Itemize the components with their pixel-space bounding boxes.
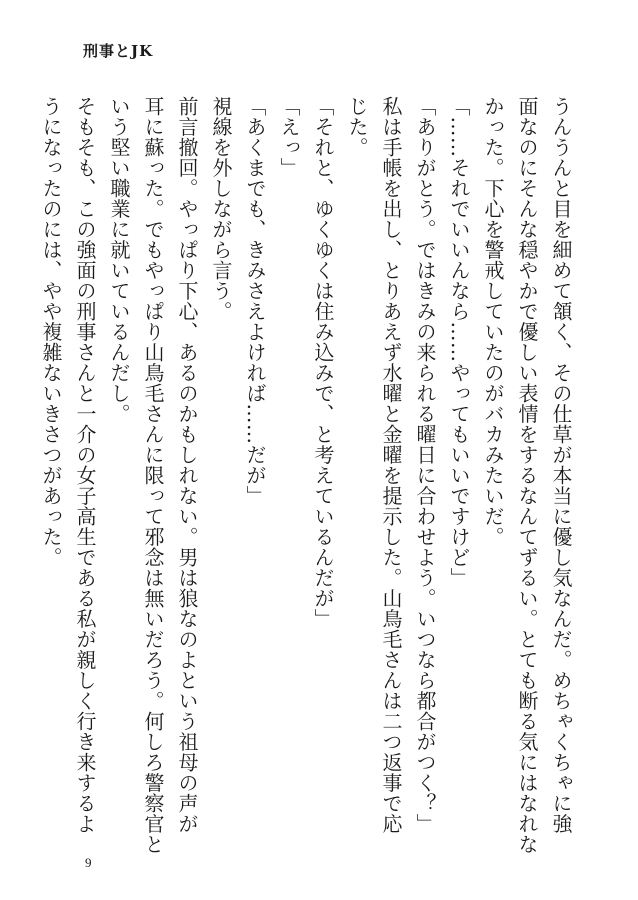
text-line: 私は手帳を出し、とりあえず水曜と金曜を提示した。山鳥毛さんは二つ返事で応	[379, 96, 403, 834]
text-line: 「……それでいいんなら……やってもいいですけど」	[447, 96, 471, 588]
body-text	[34, 96, 578, 855]
text-line: じた。	[345, 96, 369, 158]
text-line: 前言撤回。やっぱり下心、あるのかもしれない。男は狼なのよという祖母の声が	[175, 96, 199, 834]
text-line: 「えっ」	[277, 96, 301, 178]
text-line: うになったのには、やや複雑ないきさつがあった。	[39, 96, 63, 568]
text-line: うんうんと目を細めて頷く、その仕草が本当に優し気なんだ。めちゃくちゃに強	[549, 96, 573, 834]
text-line: 「ありがとう。ではきみの来られる曜日に合わせよう。いつなら都合がつく？」	[413, 96, 437, 834]
text-line: かった。下心を警戒していたのがバカみたいだ。	[481, 96, 505, 547]
text-line: 「あくまでも、きみさえよければ……だが」	[243, 96, 267, 506]
running-header-title: 刑事とJK	[83, 42, 154, 60]
text-line: いう堅い職業に就いているんだし。	[107, 96, 131, 424]
text-line: 耳に蘇った。でもやっぱり山鳥毛さんに限って邪念は無いだろう。何しろ警察官と	[141, 96, 165, 855]
text-line: そもそも、この強面の刑事さんと一介の女子高生である私が親しく行き来するよ	[73, 96, 97, 834]
text-line: 視線を外しながら言う。	[209, 96, 233, 322]
page-number: 9	[85, 855, 92, 870]
text-line: 面なのにそんな穏やかで優しい表情をするなんてずるい。とても断る気にはなれな	[515, 96, 539, 855]
text-line: 「それと、ゆくゆくは住み込みで、と考えているんだが」	[311, 96, 335, 629]
